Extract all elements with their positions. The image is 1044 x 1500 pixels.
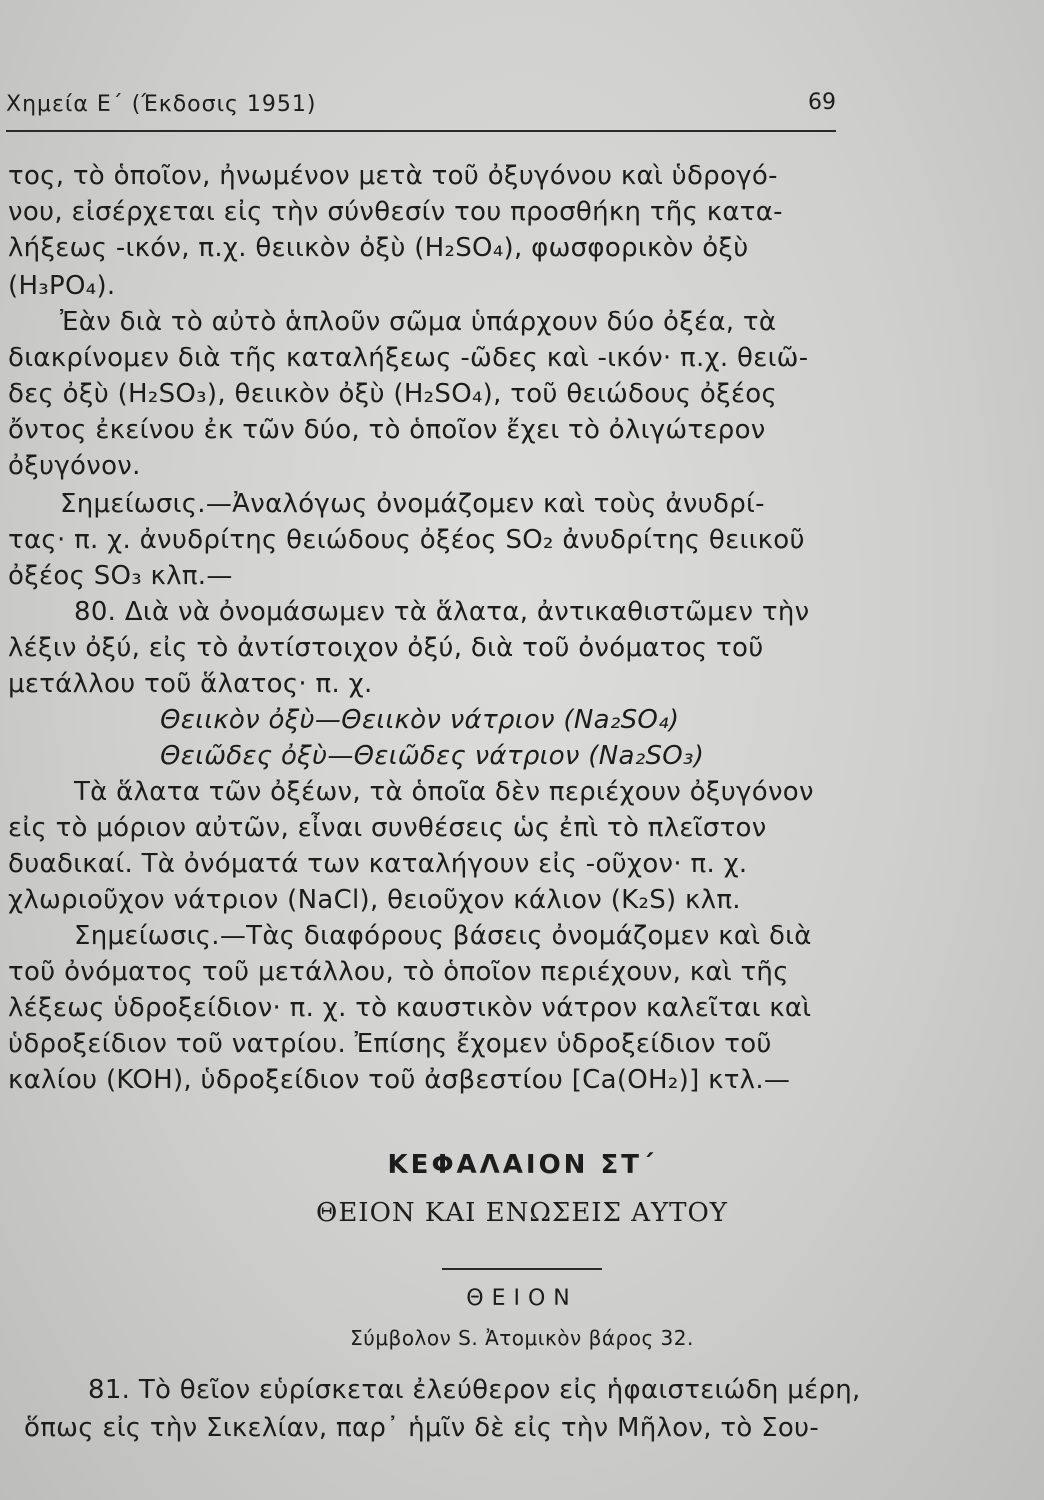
chapter-title: ΘΕΙΟΝ ΚΑΙ ΕΝΩΣΕΙΣ ΑΥΤΟΥ [316,1198,728,1228]
section-divider [442,1268,602,1270]
text-line: λέξιν ὀξύ, εἰς τὸ ἀντίστοιχον ὀξύ, διὰ τοῦ ὀνόματος τοῦ [8,633,764,663]
text-line: ὑδροξείδιον τοῦ νατρίου. Ἐπίσης ἔχομεν ὑδροξείδιον τοῦ [8,1029,772,1059]
text-line: Σημείωσις.—Ἀναλόγως ὀνομάζομεν καὶ τοὺς ἀνυδρί- [60,489,765,519]
text-line: Θειῶδες ὀξὺ—Θειῶδες νάτριον (Na₂SO₃) [160,741,705,771]
text-line: δες ὀξὺ (H₂SO₃), θειικὸν ὀξὺ (H₂SO₄), τοῦ θειώδους ὀξέος [8,379,778,409]
section-note: Σύμβολον S. Ἀτομικὸν βάρος 32. [350,1326,694,1350]
text-line: δυαδικαί. Τὰ ὀνόματά των καταλήγουν εἰς -οῦχον· π. χ. [8,849,748,879]
page-number: 69 [808,90,836,115]
chapter-label: ΚΕΦΑΛΑΙΟΝ ΣΤ΄ [387,1150,657,1180]
text-line: ὅπως εἰς τὴν Σικελίαν, παρ᾽ ἡμῖν δὲ εἰς τὴν Μῆλον, τὸ Σου- [24,1413,820,1443]
running-head: Χημεία Ε΄ (Έκδοσις 1951) [6,92,317,117]
text-line: μετάλλου τοῦ ἅλατος· π. χ. [8,669,373,699]
text-line: τος, τὸ ὁποῖον, ἠνωμένον μετὰ τοῦ ὀξυγόνου καὶ ὑδρογό- [8,161,778,191]
text-line: 81. Τὸ θεῖον εὑρίσκεται ἐλεύθερον εἰς ἡφαιστειώδη μέρη, [88,1375,861,1405]
text-line: εἰς τὸ μόριον αὐτῶν, εἶναι συνθέσεις ὡς ἐπὶ τὸ πλεῖστον [8,813,767,843]
text-line: καλίου (KOH), ὑδροξείδιον τοῦ ἀσβεστίου [Ca(OH₂)] κτλ.— [8,1065,791,1095]
text-line: χλωριοῦχον νάτριον (NaCl), θειοῦχον κάλιον (K₂S) κλπ. [8,885,741,915]
text-line: (H₃PO₄). [8,271,116,301]
page-header [6,90,836,132]
text-line: ὄντος ἐκείνου ἐκ τῶν δύο, τὸ ὁποῖον ἔχει τὸ ὀλιγώτερον [8,415,766,445]
text-line: τοῦ ὀνόματος τοῦ μετάλλου, τὸ ὁποῖον περιέχουν, καὶ τῆς [8,957,789,987]
text-line: Σημείωσις.—Τὰς διαφόρους βάσεις ὀνομάζομεν καὶ διὰ [74,921,812,951]
text-line: ὀξυγόνον. [8,451,141,481]
text-line: Θειικὸν ὀξὺ—Θειικὸν νάτριον (Na₂SO₄) [160,705,680,735]
text-line: τας· π. χ. ἀνυδρίτης θειώδους ὀξέος SO₂ ἀνυδρίτης θειικοῦ [8,525,805,555]
text-line: Ἐὰν διὰ τὸ αὐτὸ ἁπλοῦν σῶμα ὑπάρχουν δύο ὀξέα, τὰ [60,307,777,337]
text-line: λέξεως ὑδροξείδιον· π. χ. τὸ καυστικὸν νάτρον καλεῖται καὶ [8,993,812,1023]
text-line: λήξεως -ικόν, π.χ. θειικὸν ὀξὺ (H₂SO₄), φωσφορικὸν ὀξὺ [8,233,749,263]
text-line: διακρίνομεν διὰ τῆς καταλήξεως -ῶδες καὶ -ικόν· π.χ. θειῶ- [8,343,809,373]
section-heading: ΘΕΙΟΝ [466,1286,578,1311]
text-line: 80. Διὰ νὰ ὀνομάσωμεν τὰ ἅλατα, ἀντικαθιστῶμεν τὴν [74,597,810,627]
text-line: ὀξέος SO₃ κλπ.— [8,561,233,591]
text-line: νου, εἰσέρχεται εἰς τὴν σύνθεσίν του προσθήκη τῆς κατα- [8,197,783,227]
text-line: Τὰ ἅλατα τῶν ὀξέων, τὰ ὁποῖα δὲν περιέχουν ὀξυγόνον [74,777,814,807]
